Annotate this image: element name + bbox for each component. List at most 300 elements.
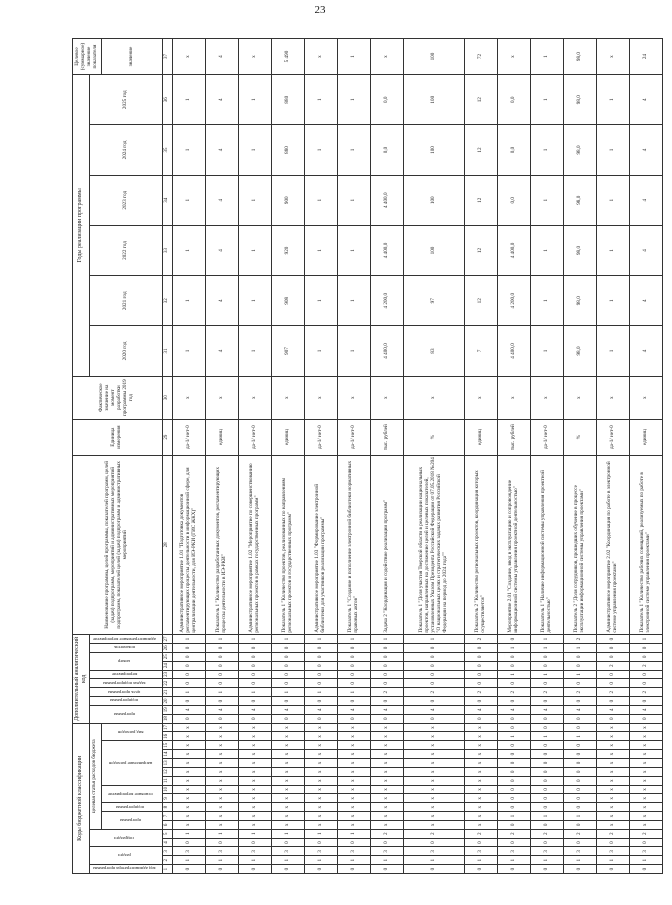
row-name-cell: Административное мероприятие 1.03 "Формирование электронной библиотеки для участников реализации программы" [304, 455, 337, 635]
code-cell: 0 [304, 865, 337, 874]
year-value-cell: 100 [403, 75, 464, 125]
code-cell: 0 [530, 697, 563, 706]
code-cell: 2 [403, 688, 464, 697]
year-value-cell: 98,0 [563, 125, 596, 175]
code-cell: 1 [563, 670, 596, 679]
year-value-cell: 98,0 [563, 175, 596, 225]
code-cell: x [172, 750, 205, 759]
year-value-cell: 12 [464, 276, 497, 326]
code-cell: 2 [464, 829, 497, 838]
code-cell: 2 [464, 688, 497, 697]
final-value-cell: 1 [337, 39, 370, 75]
code-cell: x [271, 767, 304, 776]
table-row [172, 39, 205, 874]
code-cell: 0 [563, 697, 596, 706]
code-cell: 1 [596, 856, 629, 865]
code-cell: 2 [563, 635, 596, 644]
code-cell: x [596, 820, 629, 829]
final-value-cell: 4 [205, 39, 238, 75]
code-cell: 0 [403, 697, 464, 706]
code-cell: 0 [530, 661, 563, 670]
year-value-cell: 1 [530, 175, 563, 225]
year-value-cell: 1 [530, 225, 563, 275]
code-cell: 1 [271, 856, 304, 865]
code-cell: x [370, 767, 403, 776]
code-cell: x [370, 820, 403, 829]
code-cell: 0 [304, 838, 337, 847]
year-value-cell: 1 [337, 225, 370, 275]
code-cell: x [403, 741, 464, 750]
year-value-cell: 4 [629, 326, 662, 376]
code-cell: x [271, 750, 304, 759]
year-value-cell: 1 [238, 326, 271, 376]
year-value-cell: 1 [172, 276, 205, 326]
code-cell: x [304, 794, 337, 803]
column-number: 8 [162, 803, 172, 812]
row-name-cell: Показатель 2 "Доля сотрудников, прошедших обучение в процессе эксплуатации информационной системы управления проектами" [563, 455, 596, 635]
code-cell: x [172, 812, 205, 821]
code-cell: 0 [563, 767, 596, 776]
code-cell: 1 [629, 635, 662, 644]
actual-value-cell: x [629, 376, 662, 419]
year-value-cell: 907 [271, 326, 304, 376]
code-cell: 0 [304, 652, 337, 661]
row-name-cell: Показатель 1 "Количество разработанных документов, регламентирующих процессы деятельности в ИЭ-РКИ" [205, 455, 238, 635]
code-cell: x [238, 732, 271, 741]
actual-value-cell: x [370, 376, 403, 419]
code-cell: 0 [403, 838, 464, 847]
names-header: Наименование программы, целей программы, показателей программ, целей (задач) подпрограмм, мероприятий и административных мероприятий подпрограмм, показателей целей (задач) подпрограмм и административных мероприятий [73, 455, 163, 635]
code-cell: 0 [464, 714, 497, 723]
code-cell: 0 [497, 714, 530, 723]
code-cell: 0 [563, 776, 596, 785]
code-cell: x [304, 767, 337, 776]
code-cell: x [337, 767, 370, 776]
year-value-cell: 1 [304, 276, 337, 326]
code-cell: 0 [497, 820, 530, 829]
column-number: 2 [162, 856, 172, 865]
code-cell: 3 [205, 847, 238, 856]
year-value-cell: 12 [464, 125, 497, 175]
code-cell: 0 [337, 697, 370, 706]
code-cell: 0 [629, 838, 662, 847]
code-cell: x [403, 785, 464, 794]
column-number: 5 [162, 829, 172, 838]
code-cell: 4 [497, 705, 530, 714]
code-cell: 0 [304, 679, 337, 688]
code-cell: 0 [271, 644, 304, 653]
code-cell: x [596, 723, 629, 732]
code-cell: 0 [530, 750, 563, 759]
final-value-cell: x [370, 39, 403, 75]
code-cell: x [271, 820, 304, 829]
code-cell: 3 [497, 847, 530, 856]
table-row [337, 39, 370, 874]
code-cell: 2 [596, 688, 629, 697]
code-cell: 4 [172, 705, 205, 714]
code-cell: 3 [530, 847, 563, 856]
code-cell: x [403, 723, 464, 732]
grbs-header: код администратора программы [93, 866, 156, 872]
code-cell: x [464, 741, 497, 750]
code-cell: 0 [497, 652, 530, 661]
code-cell: x [403, 767, 464, 776]
code-cell: x [370, 723, 403, 732]
code-cell: 0 [497, 785, 530, 794]
year-value-cell: 4 [205, 125, 238, 175]
code-cell: 2 [629, 829, 662, 838]
column-number: 10 [162, 785, 172, 794]
actual-value-cell: x [205, 376, 238, 419]
code-cell: x [370, 785, 403, 794]
code-cell: 0 [172, 697, 205, 706]
code-cell: 1 [205, 856, 238, 865]
code-cell: 2 [563, 829, 596, 838]
code-cell: 0 [205, 679, 238, 688]
actual-header: Фактическое значение на момент разработки программы 2019 год [73, 376, 163, 419]
code-cell: 0 [238, 652, 271, 661]
code-cell: 1 [304, 856, 337, 865]
actual-value-cell: x [497, 376, 530, 419]
code-cell: x [464, 794, 497, 803]
table-row [497, 39, 530, 874]
code-cell: x [596, 767, 629, 776]
year-value-cell: 880 [271, 75, 304, 125]
code-cell: x [629, 750, 662, 759]
year-value-cell: 0,0 [497, 125, 530, 175]
year-value-cell: 98,0 [563, 75, 596, 125]
code-cell: 0 [205, 865, 238, 874]
year-value-cell: 4 [629, 225, 662, 275]
code-cell: 0 [370, 661, 403, 670]
code-cell: x [205, 767, 238, 776]
code-cell: 0 [370, 714, 403, 723]
code-cell: 2 [403, 829, 464, 838]
code-cell: 2 [596, 829, 629, 838]
code-cell: x [596, 741, 629, 750]
code-cell: x [304, 732, 337, 741]
actual-value-cell: x [304, 376, 337, 419]
code-cell: x [596, 812, 629, 821]
code-cell: 0 [530, 794, 563, 803]
code-cell: 3 [172, 847, 205, 856]
year-value-cell: 1 [172, 225, 205, 275]
code-cell: 0 [337, 838, 370, 847]
code-cell: 0 [497, 741, 530, 750]
code-cell: 0 [172, 652, 205, 661]
year-value-cell: 1 [530, 125, 563, 175]
year-value-cell: 1 [172, 326, 205, 376]
code-cell: 0 [497, 776, 530, 785]
razdel-header: раздел [117, 853, 131, 859]
table-row [370, 39, 403, 874]
column-number: 30 [162, 376, 172, 419]
code-cell: 0 [337, 644, 370, 653]
code-cell: 0 [464, 679, 497, 688]
column-number: 22 [162, 679, 172, 688]
year-value-cell: 12 [464, 175, 497, 225]
code-cell: x [370, 776, 403, 785]
code-cell: 1 [238, 829, 271, 838]
row-name-cell: Показатель 1 "Доля участия Тверской области в реализации национальных проектов, направленных на достижение целей и целевых показателей, установленных Указом Президента Российской Федерации от 07.05.2018 №204 "О национальных целях и стратегических задачах развития Российской Федерации на период до 2024 года"" [403, 455, 464, 635]
vid-header: вид расходов [117, 729, 144, 735]
code-cell: x [205, 741, 238, 750]
code-cell: 1 [337, 856, 370, 865]
code-cell: x [271, 785, 304, 794]
code-cell: 1 [337, 688, 370, 697]
code-cell: 0 [629, 644, 662, 653]
code-cell: 0 [464, 838, 497, 847]
code-cell: 0 [403, 670, 464, 679]
code-cell: 0 [596, 865, 629, 874]
column-number: 27 [162, 635, 172, 644]
code-cell: x [172, 794, 205, 803]
column-number: 11 [162, 776, 172, 785]
column-number: 23 [162, 670, 172, 679]
code-cell: 0 [629, 697, 662, 706]
code-cell: x [464, 759, 497, 768]
code-cell: x [271, 776, 304, 785]
code-cell: 4 [205, 705, 238, 714]
year-value-cell: 1 [238, 225, 271, 275]
code-cell: 2 [497, 829, 530, 838]
code-cell: x [629, 820, 662, 829]
code-cell: x [629, 803, 662, 812]
rotated-table-container [72, 38, 672, 874]
code-cell: 0 [497, 865, 530, 874]
code-cell: 1 [205, 635, 238, 644]
year-value-cell: 1 [596, 175, 629, 225]
code-cell: x [304, 820, 337, 829]
code-cell: 0 [497, 661, 530, 670]
column-number: 29 [162, 419, 172, 455]
code-cell: x [172, 776, 205, 785]
year-2022-header: 2022 год [89, 225, 162, 275]
code-cell: 1 [337, 829, 370, 838]
code-cell: x [464, 767, 497, 776]
admin-code-header: административное мероприятие [92, 636, 156, 642]
year-value-cell: 1 [337, 276, 370, 326]
year-value-cell: 1 [530, 326, 563, 376]
year-value-cell: 1 [172, 125, 205, 175]
code-cell: 0 [497, 767, 530, 776]
year-value-cell: 1 [238, 125, 271, 175]
row-name-cell: Административное мероприятие 1.02 "Мероприятие по совершенствованию региональных проектов в рамках государственных программ" [238, 455, 271, 635]
year-value-cell: 4 400,0 [370, 326, 403, 376]
podrazdel-header: подраздел [114, 835, 135, 841]
year-value-cell: 4 [205, 225, 238, 275]
code-cell: 2 [370, 688, 403, 697]
code-cell: 0 [238, 697, 271, 706]
code-cell: 0 [530, 776, 563, 785]
code-cell: 1 [530, 812, 563, 821]
code-cell: 1 [530, 644, 563, 653]
code-cell: x [629, 785, 662, 794]
unit-cell: да-1/ нет-0 [238, 419, 271, 455]
code-cell: x [596, 732, 629, 741]
code-cell: 0 [563, 652, 596, 661]
year-value-cell: 900 [271, 175, 304, 225]
year-value-cell: 4 400,0 [370, 175, 403, 225]
code-cell: 0 [238, 670, 271, 679]
code-cell: 1 [370, 856, 403, 865]
year-value-cell: 1 [304, 326, 337, 376]
code-cell: x [596, 759, 629, 768]
code-cell: 0 [563, 661, 596, 670]
code-cell: x [596, 803, 629, 812]
table-row [271, 39, 304, 874]
code-cell: x [629, 794, 662, 803]
code-cell: x [172, 723, 205, 732]
code-cell: 1 [629, 856, 662, 865]
code-cell: x [238, 759, 271, 768]
year-value-cell: 1 [530, 75, 563, 125]
code-cell: x [172, 741, 205, 750]
code-cell: 0 [271, 679, 304, 688]
code-cell: 0 [370, 670, 403, 679]
code-cell: x [403, 794, 464, 803]
code-cell: 1 [530, 635, 563, 644]
row-name-cell: Мероприятие 2.01 "Создание, ввод в эксплуатацию и сопровождение информационной системы управления проектной деятельностью" [497, 455, 530, 635]
code-cell: 4 [530, 705, 563, 714]
code-cell: 4 [238, 705, 271, 714]
code-cell: 0 [563, 794, 596, 803]
code-cell: 0 [629, 670, 662, 679]
year-value-cell: 4 400,0 [497, 225, 530, 275]
year-value-cell: 0,0 [370, 125, 403, 175]
code-cell: 0 [370, 838, 403, 847]
code-cell: 0 [271, 670, 304, 679]
unit-cell: да-1/ нет-0 [172, 419, 205, 455]
code-cell: 1 [497, 644, 530, 653]
unit-cell: % [563, 419, 596, 455]
column-number: 28 [162, 455, 172, 635]
code-cell: 1 [238, 688, 271, 697]
year-value-cell: 4 [205, 175, 238, 225]
code-cell: 0 [304, 644, 337, 653]
code-cell: x [629, 732, 662, 741]
code-cell: x [205, 750, 238, 759]
csr-direction-header: направление расходов [108, 760, 152, 766]
code-cell: 0 [530, 741, 563, 750]
table-row [403, 39, 464, 874]
code-cell: 1 [563, 856, 596, 865]
code-cell: 0 [403, 679, 464, 688]
year-2025-header: 2025 год [89, 75, 162, 125]
year-value-cell: 1 [304, 75, 337, 125]
code-cell: 0 [205, 661, 238, 670]
task-code-header: задача подпрограммы [102, 680, 146, 686]
code-cell: 1 [403, 856, 464, 865]
column-number: 1 [162, 865, 172, 874]
code-cell: x [464, 732, 497, 741]
code-cell: x [304, 759, 337, 768]
code-cell: x [464, 820, 497, 829]
column-number: 17 [162, 723, 172, 732]
code-cell: 0 [530, 820, 563, 829]
code-cell: 0 [172, 661, 205, 670]
table-row [205, 39, 238, 874]
year-value-cell: 0,0 [370, 75, 403, 125]
year-value-cell: 4 200,0 [497, 276, 530, 326]
code-cell: x [304, 750, 337, 759]
column-number-row [162, 39, 172, 874]
year-value-cell: 4 400,0 [370, 225, 403, 275]
code-cell: x [337, 759, 370, 768]
year-value-cell: 1 [337, 326, 370, 376]
code-cell: x [370, 803, 403, 812]
unit-cell: да-1/ нет-0 [530, 419, 563, 455]
code-cell: 0 [238, 661, 271, 670]
code-cell: 0 [563, 714, 596, 723]
unit-cell: тыс. рублей [370, 419, 403, 455]
table-row [596, 39, 629, 874]
code-cell: 2 [563, 688, 596, 697]
code-cell: 0 [238, 714, 271, 723]
year-value-cell: 4 [205, 326, 238, 376]
code-cell: x [629, 767, 662, 776]
code-cell: 0 [464, 670, 497, 679]
code-cell: x [172, 759, 205, 768]
code-cell: 0 [563, 865, 596, 874]
code-cell: 0 [530, 679, 563, 688]
code-cell: x [205, 732, 238, 741]
code-cell: 0 [205, 838, 238, 847]
code-cell: x [238, 812, 271, 821]
code-cell: 2 [497, 688, 530, 697]
code-cell: 0 [530, 652, 563, 661]
code-cell: 0 [205, 697, 238, 706]
column-number: 26 [162, 644, 172, 653]
code-cell: x [403, 776, 464, 785]
code-cell: 1 [563, 812, 596, 821]
code-cell: x [172, 820, 205, 829]
code-cell: 0 [370, 644, 403, 653]
year-value-cell: 100 [403, 225, 464, 275]
code-cell: 0 [497, 697, 530, 706]
code-cell: 0 [596, 714, 629, 723]
code-cell: 1 [464, 856, 497, 865]
code-cell: 0 [238, 644, 271, 653]
code-cell: 3 [370, 847, 403, 856]
code-cell: x [337, 794, 370, 803]
code-cell: x [629, 741, 662, 750]
code-cell: x [403, 732, 464, 741]
code-cell: 2 [629, 688, 662, 697]
column-number: 9 [162, 794, 172, 803]
year-value-cell: 1 [337, 125, 370, 175]
year-value-cell: 1 [596, 276, 629, 326]
column-number: 35 [162, 125, 172, 175]
code-cell: 0 [403, 652, 464, 661]
code-cell: x [271, 803, 304, 812]
column-number: 6 [162, 820, 172, 829]
code-cell: 0 [497, 794, 530, 803]
year-value-cell: 880 [271, 125, 304, 175]
code-cell: x [205, 723, 238, 732]
code-cell: 0 [464, 661, 497, 670]
year-2021-header: 2021 год [89, 276, 162, 326]
code-cell: 0 [337, 714, 370, 723]
code-cell: 0 [563, 838, 596, 847]
table-row [238, 39, 271, 874]
code-cell: 0 [205, 714, 238, 723]
year-value-cell: 100 [403, 175, 464, 225]
code-cell: 4 [596, 705, 629, 714]
row-name-cell: Показатель 1 "Количество рабочих совещаний, реализуемых по работе в электронной системе управления проектами" [629, 455, 662, 635]
column-number: 16 [162, 732, 172, 741]
code-cell: 0 [172, 670, 205, 679]
